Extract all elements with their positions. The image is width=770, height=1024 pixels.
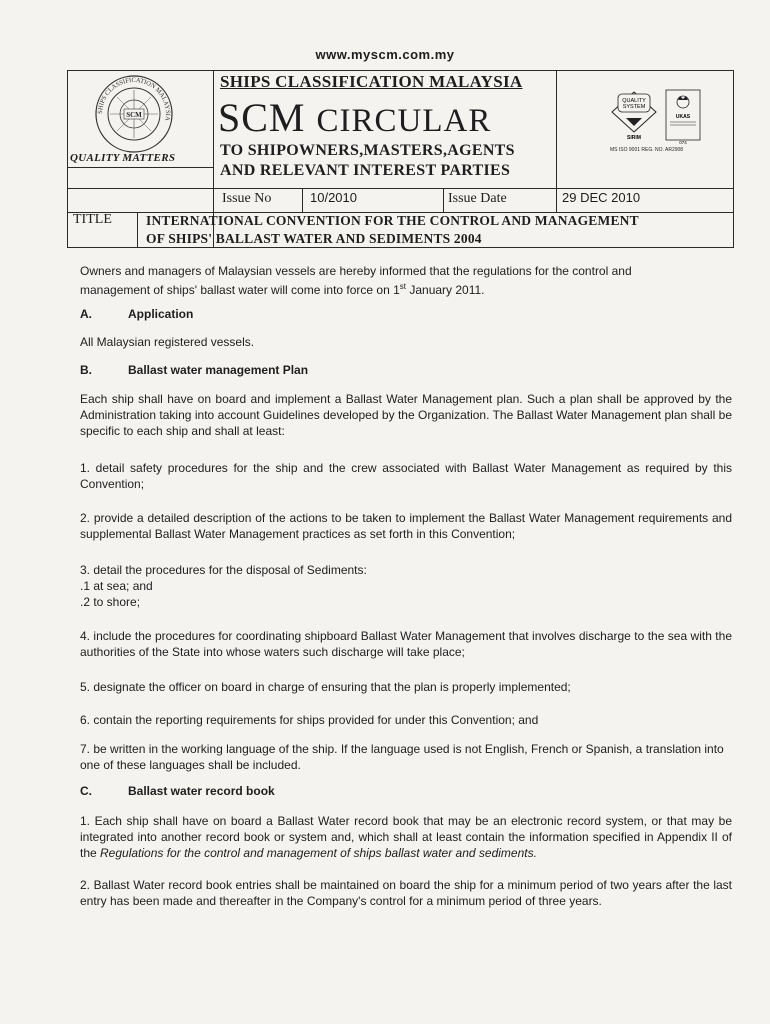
- section-c-item-text: 1. Each ship shall have on board a Ballast Water record book that may be an electronic record system, or that may be integrated into another record book or system and, which shall at least contain the information specified in Appendix II of the: [80, 814, 732, 860]
- divider: [137, 212, 138, 248]
- cert-ukas-number: 074: [679, 140, 687, 145]
- intro-superscript: st: [399, 282, 407, 291]
- scm-seal-logo: [86, 74, 182, 154]
- issue-no-value: 10/2010: [310, 190, 357, 205]
- section-c-item: 2. Ballast Water record book entries shall be maintained on board the ship for a minimum period of two years after the last entry has been made and thereafter in the Company's control for a minimum period of three years.: [80, 878, 732, 908]
- organization-name: SHIPS CLASSIFICATION MALAYSIA: [220, 72, 523, 91]
- recipients: [220, 141, 515, 181]
- sub-item: .1 at sea; and: [80, 579, 153, 593]
- intro-paragraph: [80, 263, 732, 298]
- section-letter: C.: [80, 784, 92, 798]
- section-b-intro: Each ship shall have on board and implement a Ballast Water Management plan. Such a plan shall be approved by the Administration taking into account Guidelines developed by the Organization. The Ballast Water Management plan shall be specific to each ship and shall at least:: [80, 392, 732, 438]
- circular-title: [218, 94, 491, 145]
- list-item: 6. contain the reporting requirements for ships provided for under this Convention; and: [80, 713, 539, 727]
- section-title: Ballast water management Plan: [128, 363, 309, 377]
- divider: [302, 188, 303, 212]
- recipients-line-2: AND RELEVANT INTEREST PARTIES: [220, 162, 511, 179]
- list-item: [80, 562, 732, 610]
- cert-ukas: UKAS: [675, 114, 691, 120]
- title-label: TITLE: [73, 212, 112, 227]
- circular-subject: [146, 212, 639, 248]
- quality-matters-label: QUALITY MATTERS: [70, 152, 176, 164]
- circular-title-word: CIRCULAR: [316, 103, 492, 139]
- divider: [443, 188, 444, 212]
- subject-line-2: OF SHIPS' BALLAST WATER AND SEDIMENTS 2004: [146, 231, 482, 246]
- section-a-text: All Malaysian registered vessels.: [80, 335, 255, 349]
- list-item: 7. be written in the working language of the ship. If the language used is not English, French or Spanish, a translation into one of these languages shall be included.: [80, 742, 724, 772]
- issue-date-label: Issue Date: [448, 191, 507, 206]
- recipients-line-1: TO SHIPOWNERS,MASTERS,AGENTS: [220, 142, 515, 159]
- divider: [556, 70, 557, 212]
- issue-date-value: 29 DEC 2010: [562, 190, 641, 205]
- subject-line-1: INTERNATIONAL CONVENTION FOR THE CONTROL AND MANAGEMENT: [146, 213, 639, 228]
- regulations-title: Regulations for the control and management of ships ballast water and sediments.: [100, 846, 537, 860]
- seal-text: SCM: [126, 111, 142, 119]
- section-b-heading: [80, 362, 732, 378]
- divider: [67, 188, 734, 189]
- list-item: 2. provide a detailed description of the actions to be taken to implement the Ballast Water Management requirements and supplemental Ballast Water Management practices as set forth in this Convention;: [80, 511, 732, 541]
- circular-title-scm: SCM: [218, 95, 306, 140]
- intro-line-1: Owners and managers of Malaysian vessels are hereby informed that the regulations for the control and: [80, 264, 632, 278]
- list-item: 1. detail safety procedures for the ship and the crew associated with Ballast Water Management as required by this Convention;: [80, 461, 732, 491]
- issue-no-label: Issue No: [222, 191, 272, 206]
- cert-quality-line1: QUALITY: [622, 98, 646, 104]
- sub-item: .2 to shore;: [80, 595, 141, 609]
- section-letter: A.: [80, 307, 92, 321]
- section-title: Ballast water record book: [128, 784, 275, 798]
- section-c-heading: [80, 783, 732, 799]
- certification-note: MS ISO 9001 REG. NO. AR2908: [610, 147, 684, 153]
- section-letter: B.: [80, 363, 92, 377]
- list-item-text: 3. detail the procedures for the disposal of Sediments:: [80, 563, 367, 577]
- seal-ring-text: SHIPS CLASSIFICATION MALAYSIA: [96, 76, 172, 122]
- cert-sirim: SIRIM: [627, 135, 641, 141]
- section-c-item: [80, 813, 732, 861]
- intro-text-end: January 2011.: [406, 283, 485, 297]
- list-item: 5. designate the officer on board in charge of ensuring that the plan is properly implemented;: [80, 680, 571, 694]
- list-item: 4. include the procedures for coordinating shipboard Ballast Water Management that involves discharge to the sea with the authorities of the State into whose waters such discharge will take place;: [80, 629, 732, 659]
- certification-marks: [608, 88, 708, 146]
- intro-text: management of ships' ballast water will come into force on 1: [80, 283, 400, 297]
- cert-quality-line2: SYSTEM: [622, 104, 646, 110]
- website-url: www.myscm.com.my: [315, 47, 455, 62]
- section-title: Application: [128, 307, 194, 321]
- intro-line-2: [80, 279, 732, 298]
- section-a-heading: [80, 306, 732, 322]
- divider: [67, 167, 213, 168]
